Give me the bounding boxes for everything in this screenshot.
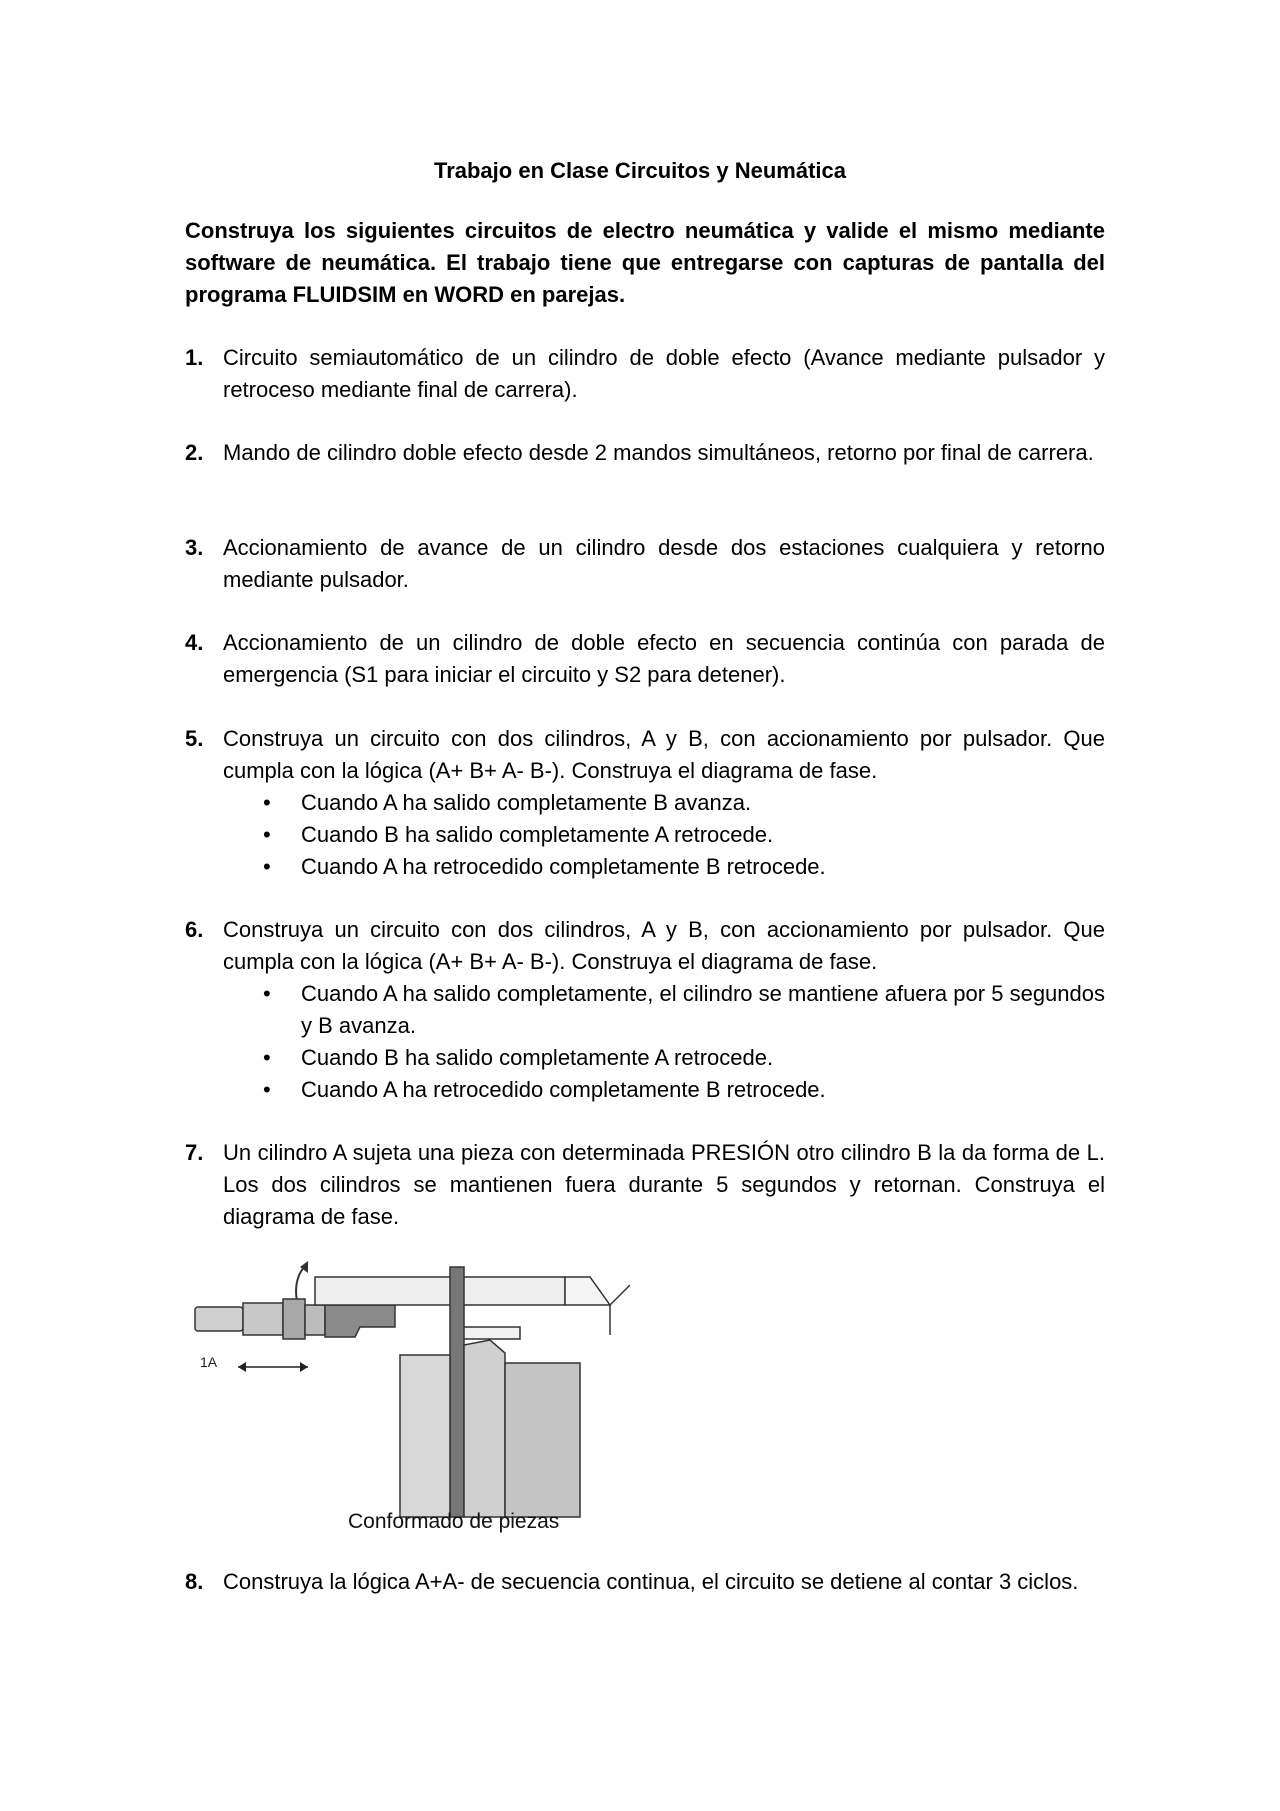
list-item-2 — [185, 437, 1105, 469]
list-item-6 — [185, 914, 1105, 1106]
item-text: Construya un circuito con dos cilindros, A y B, con accionamiento por pulsador. Que cumpla con la lógica (A+ B+ A- B-). Construya el diagrama de fase. — [223, 917, 1105, 974]
item-number: 4. — [185, 630, 204, 655]
item-text: Construya un circuito con dos cilindros, A y B, con accionamiento por pulsador. Que cumpla con la lógica (A+ B+ A- B-). Construya el diagrama de fase. — [223, 726, 1105, 783]
item-text: Mando de cilindro doble efecto desde 2 mandos simultáneos, retorno por final de carrera. — [223, 440, 1094, 465]
list-item-4 — [185, 627, 1105, 691]
bullet-icon: • — [263, 854, 271, 879]
cylinder-rod — [195, 1307, 243, 1331]
base-block-right — [505, 1363, 580, 1517]
document-title: Trabajo en Clase Circuitos y Neumática — [433, 158, 847, 183]
bullet-icon: • — [263, 1077, 271, 1102]
list-item-5 — [185, 723, 1105, 883]
item-text: Un cilindro A sujeta una pieza con determinada PRESIÓN otro cilindro B la da forma de L. Los dos cilindros se mantienen fuera durante 5 segundos y retornan. Construya el diagrama de fase. — [223, 1140, 1105, 1229]
cylinder-body — [243, 1303, 283, 1335]
bullet-icon: • — [263, 822, 271, 847]
item-number: 2. — [185, 440, 204, 465]
bullet-list — [263, 978, 1105, 1106]
bending-plate — [450, 1267, 464, 1517]
forming-diagram — [190, 1245, 650, 1540]
item-text: Accionamiento de avance de un cilindro desde dos estaciones cualquiera y retorno mediante pulsador. — [223, 535, 1105, 592]
item-number: 3. — [185, 535, 204, 560]
item-number: 8. — [185, 1569, 204, 1594]
item-number: 1. — [185, 345, 204, 370]
bullet-list — [263, 787, 1105, 883]
label-1a: 1A — [200, 1354, 218, 1370]
item-text: Accionamiento de un cilindro de doble efecto en secuencia continúa con parada de emergencia (S1 para iniciar el circuito y S2 para detener). — [223, 630, 1105, 687]
item-number: 6. — [185, 917, 204, 942]
bullet-item: • Cuando A ha salido completamente, el cilindro se mantiene afuera por 5 segundos y B avanza. — [301, 978, 1105, 1042]
list-item-3 — [185, 532, 1105, 596]
bullet-item: • Cuando A ha salido completamente B avanza. — [301, 787, 1105, 819]
bullet-item: • Cuando B ha salido completamente A retrocede. — [301, 1042, 1105, 1074]
clamp-jaw — [325, 1305, 395, 1337]
bullet-icon: • — [263, 1045, 271, 1070]
bullet-item: • Cuando B ha salido completamente A retrocede. — [301, 819, 1105, 851]
item-number: 7. — [185, 1140, 204, 1165]
workpiece-bar — [315, 1277, 565, 1305]
item-number: 5. — [185, 726, 204, 751]
item-text: Construya la lógica A+A- de secuencia continua, el circuito se detiene al contar 3 ciclos. — [223, 1569, 1079, 1594]
bullet-icon: • — [263, 981, 271, 1006]
list-item-8 — [185, 1566, 1105, 1598]
list-item-1 — [185, 342, 1105, 406]
intro-paragraph: Construya los siguientes circuitos de electro neumática y valide el mismo mediante software de neumática. El trabajo tiene que entregarse con capturas de pantalla del programa FLUIDSIM en WORD en parejas. — [185, 218, 1105, 307]
bullet-item: • Cuando A ha retrocedido completamente B retrocede. — [301, 851, 1105, 883]
item-text: Circuito semiautomático de un cilindro de doble efecto (Avance mediante pulsador y retroceso mediante final de carrera). — [223, 345, 1105, 402]
bullet-item: • Cuando A ha retrocedido completamente B retrocede. — [301, 1074, 1105, 1106]
cylinder-piston — [283, 1299, 305, 1339]
list-item-7 — [185, 1137, 1105, 1233]
figure-caption: Conformado de piezas — [348, 1510, 560, 1533]
bullet-icon: • — [263, 790, 271, 815]
base-block-left — [400, 1355, 450, 1517]
